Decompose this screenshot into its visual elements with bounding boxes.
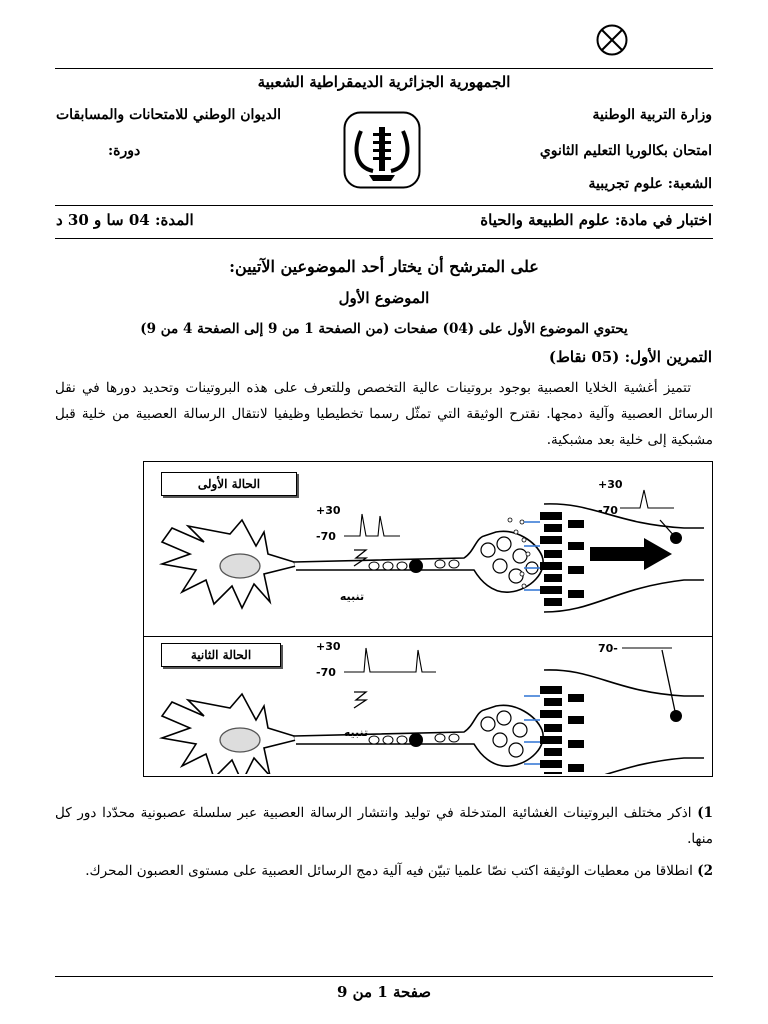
neuron-diagram <box>144 462 710 774</box>
header-mid-rule <box>55 205 713 206</box>
question-1-text: اذكر مختلف البروتينات الغشائية المتدخلة في توليد وانتشار الرسالة العصبية عبر سلسلة عصبونية محدّدا دور كل منها. <box>55 805 713 847</box>
choose-instruction: على المترشح أن يختار أحد الموضوعين الآتيين: <box>229 257 539 276</box>
stimulus-label-1: تنبيه <box>339 590 365 603</box>
action-potential-trace-1 <box>344 514 400 536</box>
exam-name: امتحان بكالوريا التعليم الثانوي <box>539 143 712 159</box>
stimulus-label-2: تنبيه <box>343 726 369 739</box>
minus70-post-label: -70 <box>598 504 618 517</box>
ministry-emblem-icon <box>343 111 421 189</box>
big-arrow-icon <box>590 538 672 570</box>
plus30-label-1: +30 <box>316 504 341 517</box>
minus70-label-2: -70 <box>316 666 336 679</box>
ministry-name: وزارة التربية الوطنية <box>592 107 712 123</box>
minus70-label-1: -70 <box>316 530 336 543</box>
plus30-post-label: +30 <box>598 478 623 491</box>
header-top-rule <box>55 68 713 69</box>
question-2-text: انطلاقا من معطيات الوثيقة اكتب نصّا علميا تبيّن فيه آلية دمج الرسائل العصبية على مستوى العصبون المحرك. <box>85 863 693 879</box>
duration-label: المدة: 04 سا و 30 د <box>56 211 194 229</box>
case-1-label: الحالة الأولى <box>161 472 297 496</box>
question-1-number: 1) <box>697 805 713 821</box>
case-1-drawing <box>162 478 704 612</box>
subject-label: اختبار في مادة: علوم الطبيعة والحياة <box>480 211 712 229</box>
footer-rule <box>55 976 713 977</box>
action-potential-trace-2 <box>344 648 436 672</box>
nucleus-1 <box>220 554 260 578</box>
page-number: صفحة 1 من 9 <box>336 983 432 1001</box>
pages-note: يحتوي الموضوع الأول على (04) صفحات (من الصفحة 1 من 9 إلى الصفحة 4 من 9) <box>140 321 628 337</box>
subject-title: الموضوع الأول <box>338 289 430 307</box>
receptors-2 <box>540 686 584 774</box>
neuron-figure <box>143 461 713 777</box>
office-name: الديوان الوطني للامتحانات والمسابقات <box>56 107 282 123</box>
stream-label: الشعبة: علوم تجريبية <box>588 176 712 192</box>
electrode-1 <box>409 559 423 573</box>
case-2-label: الحالة الثانية <box>161 643 281 667</box>
question-2-number: 2) <box>697 863 713 879</box>
question-2 <box>55 858 713 884</box>
case-2-drawing <box>162 640 704 774</box>
minus70-post-label-2: 70- <box>598 642 618 655</box>
session-label: دورة: <box>108 143 141 159</box>
exercise-title: التمرين الأول: (05 نقاط) <box>548 348 712 366</box>
receptors-1 <box>540 512 584 606</box>
exercise-intro: تتميز أغشية الخلايا العصبية بوجود بروتينات عالية التخصص وللتعرف على هذه البروتينات وتحديد دورها في نقل الرسائل العصبية وآلية دمجها. نقترح الوثيقة التي تمثّل رسما تخطيطيا وظيفيا لانتقال الرسالة العصبية من خلية قبل مشبكية إلى خلية بعد مشبكية. <box>55 380 713 448</box>
header-bottom-rule <box>55 238 713 239</box>
plus30-label-2: +30 <box>316 640 341 653</box>
electrode-2 <box>409 733 423 747</box>
nucleus-2 <box>220 728 260 752</box>
post-potential-trace-1 <box>620 490 674 508</box>
circled-x-icon <box>595 23 629 57</box>
republic-title: الجمهورية الجزائرية الديمقراطية الشعبية <box>257 73 511 91</box>
question-1 <box>55 800 713 852</box>
